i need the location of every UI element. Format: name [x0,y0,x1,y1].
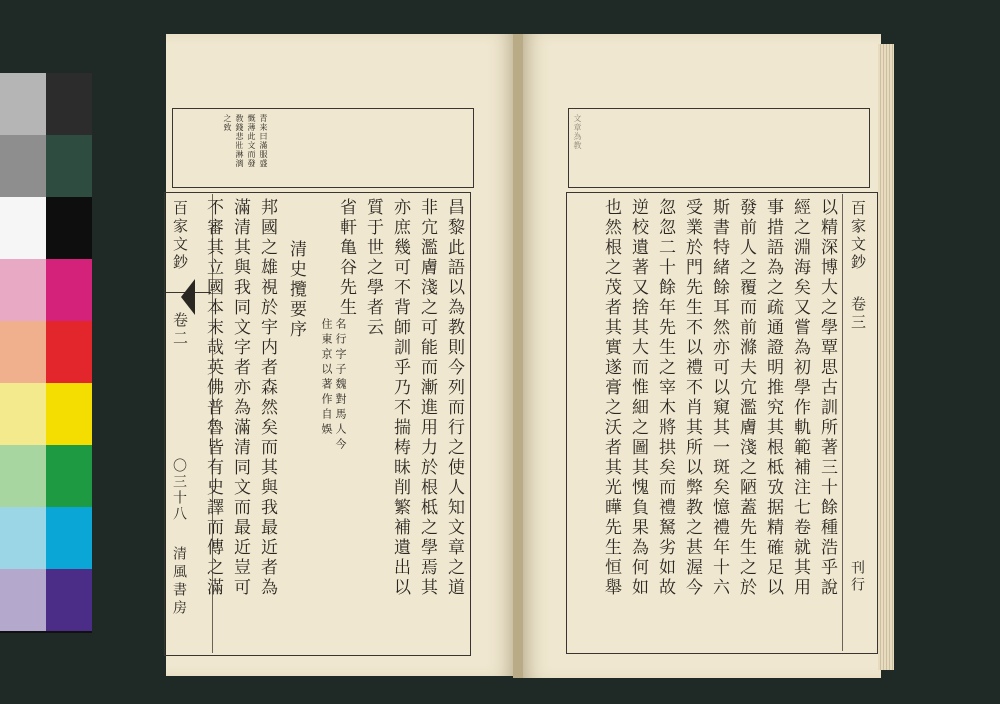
right-text-column: 經之淵海矣又嘗為初學作軌範補注七卷就其用 [790,198,810,598]
left-text-column: 昌黎此語以為教則今列而行之使人知文章之道 [444,198,464,598]
left-commentary-line: 之致 [223,114,232,132]
color-swatch [46,321,92,383]
color-swatch [0,445,46,507]
color-swatch [46,445,92,507]
right-text-column: 發前人之覆而前滌夫宂濫膚淺之陋蓋先生之於 [736,198,756,598]
color-swatch [0,383,46,445]
color-calibration-strip [0,73,92,633]
color-swatch [0,135,46,197]
color-swatch [0,507,46,569]
left-author-note: 住東京以著作自娛 [320,318,333,438]
color-swatch [46,135,92,197]
left-text-column: 非宂濫膚淺之可能而漸進用力於根柢之學焉其 [417,198,437,598]
right-top-frame [568,108,870,188]
color-swatch [0,569,46,631]
left-commentary-line: 敎錢悲壯淋漓 [235,114,244,168]
color-swatch [46,73,92,135]
left-publisher: 清風書房 [171,546,187,618]
right-text-column: 忽忽二十餘年先生之宰木將拱矣而禮駑劣如故 [655,198,675,598]
right-top-note: 文章為教 [573,114,582,150]
left-margin-title: 百家文鈔 [171,200,189,272]
color-swatch [46,197,92,259]
color-swatch [46,569,92,631]
color-swatch [0,321,46,383]
left-text-column: 邦國之雄視於宇内者森然矣而其與我最近者為 [257,198,277,598]
color-swatch [0,73,46,135]
book-gutter [513,34,523,678]
left-section-title: 清史攬要序 [286,240,306,340]
right-margin-title: 百家文鈔 [849,200,867,272]
left-text-column: 亦庶幾可不背師訓乎乃不揣梼昧削繁補遺出以 [390,198,410,598]
left-top-frame [172,108,474,188]
left-text-column: 不審其立國本末哉英佛普魯皆有史譯而傳之滿 [203,198,223,598]
right-text-column: 以精深博大之學覃思古訓所著三十餘種浩乎說 [817,198,837,598]
fish-tail-mark [181,279,195,315]
color-swatch [46,383,92,445]
left-page-number: 〇三十八 [171,458,187,522]
left-text-column: 省軒亀谷先生 [336,198,356,318]
right-text-column: 事措語為之疏通證明推究其根柢攷据精確足以 [763,198,783,598]
left-commentary-line: 青来曰滿服盛 [259,114,268,168]
left-text-column: 質于世之學者云 [363,198,383,338]
page-edges [878,44,894,670]
left-author-note: 名行字子魏對馬人今 [334,318,347,453]
color-swatch [46,259,92,321]
right-margin-volume: 卷三 [849,296,867,332]
color-swatch [0,259,46,321]
right-text-column: 受業於門先生不以禮不肖其所以弊教之甚渥今 [682,198,702,598]
left-text-column: 滿清其與我同文字者亦為滿清同文而最近豈可 [230,198,250,598]
right-text-column: 也然根之茂者其實遂膏之沃者其光曄先生恒舉 [601,198,621,598]
left-commentary-line: 慨薄此文而發 [247,114,256,168]
right-text-column: 斯書特緒餘耳然亦可以窺其一斑矣憶禮年十六 [709,198,729,598]
color-swatch [0,197,46,259]
left-margin-volume: 卷二 [171,312,189,348]
right-text-column: 逆校遺著又捨其大而惟細之圖其愧負果為何如 [628,198,648,598]
right-edge-label: 刊行 [849,560,865,594]
color-swatch [46,507,92,569]
